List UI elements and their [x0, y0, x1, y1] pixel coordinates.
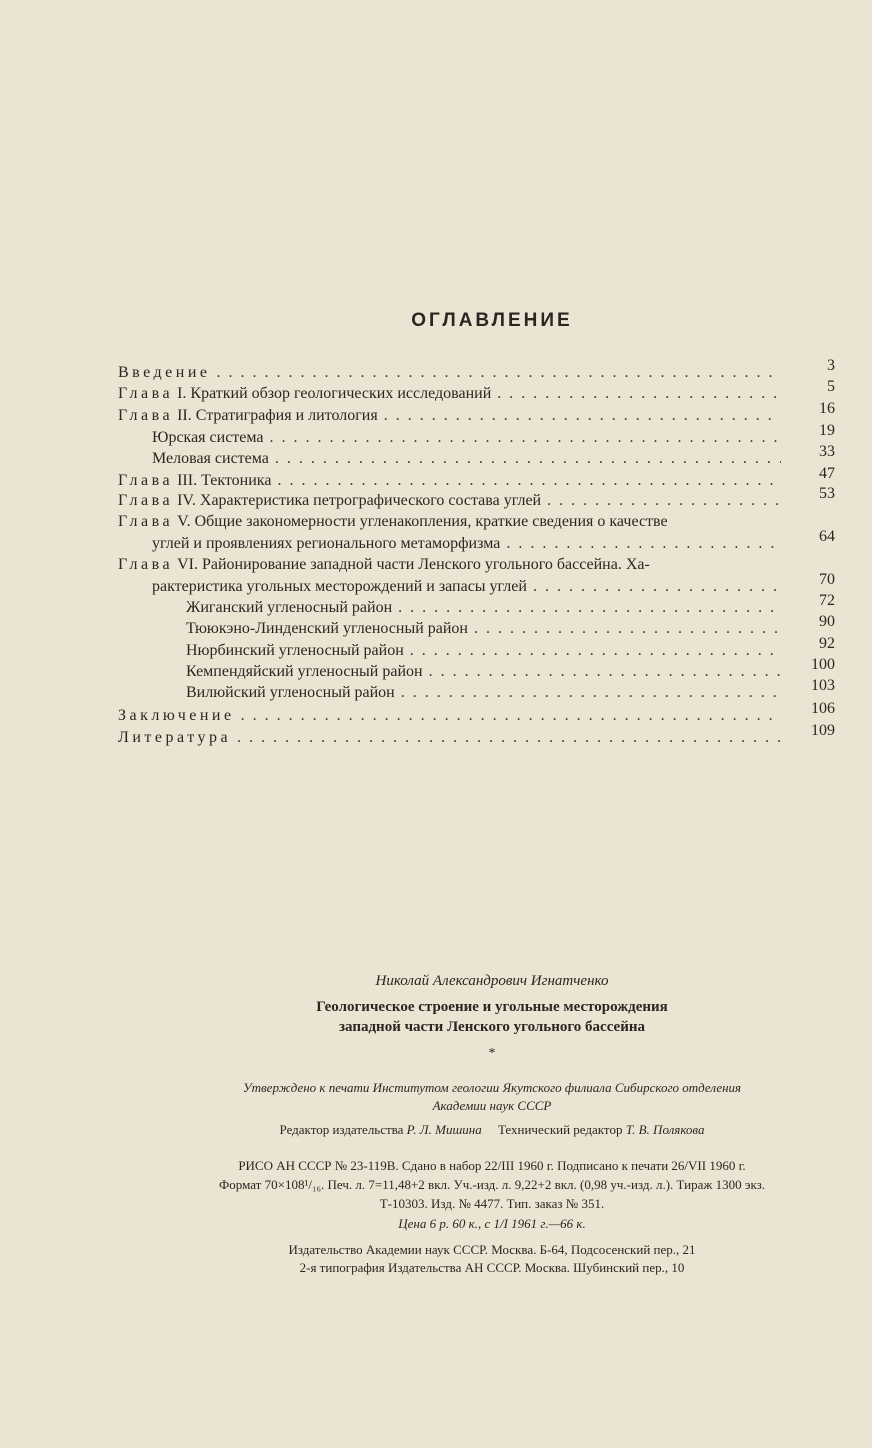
- toc-entry-prefix: Глава: [118, 492, 174, 509]
- toc-page-number: 33: [819, 443, 835, 460]
- toc-entry: [186, 656, 835, 683]
- toc-entry: [152, 422, 835, 449]
- toc-entry-text: рактеристика угольных месторождений и запасы углей: [152, 578, 527, 595]
- dot-leader: [237, 729, 781, 747]
- toc-page-number: 100: [811, 656, 835, 673]
- tech-editor-name: Т. В. Полякова: [625, 1122, 705, 1137]
- toc-entry-text: VI. Районирование западной части Ленского угольного бассейна. Ха-: [177, 556, 650, 573]
- dot-leader: [506, 535, 781, 553]
- editors-line: [100, 1122, 872, 1138]
- toc-entry-prefix: Заключение: [118, 707, 235, 724]
- toc-page-number: 16: [819, 400, 835, 417]
- toc-entry: [118, 485, 835, 512]
- toc-entry-label: [118, 556, 650, 574]
- toc-entry-label: [152, 535, 500, 553]
- printer-line: 2-я типография Издательства АН СССР. Москва. Шубинский пер., 10: [299, 1260, 685, 1275]
- dot-leader: [217, 364, 782, 382]
- toc-entry: [118, 556, 835, 576]
- toc-entry: [118, 378, 835, 405]
- toc-entry: [186, 592, 835, 619]
- toc-entry-prefix: Литература: [118, 729, 232, 746]
- toc-entry-label: [118, 707, 235, 725]
- toc-entry-label: [152, 450, 269, 468]
- dot-leader: [270, 429, 781, 447]
- author-name: Николай Александрович Игнатченко: [375, 973, 609, 989]
- toc-entry-text: Меловая система: [152, 450, 269, 467]
- toc-entry: [152, 528, 835, 555]
- toc-entry-text: I. Краткий обзор геологических исследований: [177, 385, 492, 402]
- toc-page-number: 47: [819, 465, 835, 482]
- approved-line2: Академии наук СССР: [432, 1098, 552, 1113]
- toc-entry-text: II. Стратиграфия и литология: [177, 407, 378, 424]
- toc-entry-label: [152, 429, 264, 447]
- toc-entry: [118, 357, 835, 384]
- toc-entry-label: [186, 684, 395, 702]
- toc-page-number: 72: [819, 592, 835, 609]
- toc-entry-label: [152, 578, 527, 596]
- toc-page-number: 19: [819, 422, 835, 439]
- toc-page-number: 106: [811, 700, 835, 717]
- toc-entry-label: [186, 620, 468, 638]
- toc-page-number: 70: [819, 571, 835, 588]
- toc-entry: [118, 700, 835, 727]
- dot-leader: [401, 684, 781, 702]
- toc-entry-text: Юрская система: [152, 429, 264, 446]
- toc-entry-label: [118, 407, 378, 425]
- dot-leader: [533, 578, 781, 596]
- toc-entry-prefix: Введение: [118, 364, 211, 381]
- toc-entry-label: [186, 663, 423, 681]
- toc-entry: [118, 400, 835, 427]
- toc-page-number: 64: [819, 528, 835, 545]
- page-title: ОГЛАВЛЕНИЕ: [411, 310, 573, 331]
- toc-entry: [152, 571, 835, 598]
- tech-editor-label: Технический редактор: [497, 1122, 623, 1137]
- toc-page-number: 3: [827, 357, 835, 374]
- toc-page-number: 5: [827, 378, 835, 395]
- toc-entry: [186, 635, 835, 662]
- toc-entry-label: [118, 729, 231, 747]
- toc-entry: [186, 677, 835, 704]
- dot-leader: [429, 663, 781, 681]
- editor-name: Р. Л. Мишина: [406, 1122, 482, 1137]
- toc-page-number: 103: [811, 677, 835, 694]
- toc-entry-text: Тююкэно-Линденский угленосный район: [186, 620, 468, 637]
- toc-entry-prefix: Глава: [118, 513, 174, 530]
- toc-entry-label: [118, 472, 271, 490]
- toc-entry: [152, 443, 835, 470]
- toc-entry: [118, 722, 835, 749]
- format-line: Формат 70×108¹/₁₆. Печ. л. 7=11,48+2 вкл. Уч.-изд. л. 9,22+2 вкл. (0,98 уч.-изд. л.). Тираж 1300 экз.: [219, 1177, 765, 1192]
- toc-page-number: 109: [811, 722, 835, 739]
- editor-label: Редактор издательства: [279, 1122, 404, 1137]
- book-title-line2: западной части Ленского угольного бассейна: [339, 1019, 645, 1035]
- toc-entry-label: [118, 513, 668, 531]
- toc-entry-text: Жиганский угленосный район: [186, 599, 393, 616]
- toc-entry-text: Кемпендяйский угленосный район: [186, 663, 423, 680]
- toc-entry-label: [186, 642, 404, 660]
- toc-page-number: 90: [819, 613, 835, 630]
- dot-leader: [275, 450, 781, 468]
- riso-line: РИСО АН СССР № 23-119В. Сдано в набор 22/III 1960 г. Подписано к печати 26/VII 1960 г.: [238, 1158, 746, 1173]
- toc-entry-text: IV. Характеристика петрографического состава углей: [177, 492, 542, 509]
- separator-star: *: [488, 1046, 496, 1061]
- dot-leader: [497, 385, 781, 403]
- toc-entry-text: углей и проявлениях регионального метаморфизма: [152, 535, 501, 552]
- toc-entry-text: Нюрбинский угленосный район: [186, 642, 404, 659]
- approved-line1: Утверждено к печати Институтом геологии Якутского филиала Сибирского отделения: [242, 1080, 742, 1095]
- toc-page-number: 92: [819, 635, 835, 652]
- toc-entry: [186, 613, 835, 640]
- order-line: Т-10303. Изд. № 4477. Тип. заказ № 351.: [379, 1196, 605, 1211]
- price-line: Цена 6 р. 60 к., с 1/I 1961 г.—66 к.: [398, 1216, 586, 1231]
- toc-entry-label: [118, 385, 491, 403]
- toc-entry-prefix: Глава: [118, 407, 174, 424]
- dot-leader: [474, 620, 781, 638]
- toc-entry-prefix: Глава: [118, 556, 174, 573]
- toc-entry-prefix: Глава: [118, 472, 174, 489]
- book-title-line1: Геологическое строение и угольные месторождения: [316, 999, 668, 1015]
- dot-leader: [384, 407, 781, 425]
- toc-entry-text: III. Тектоника: [177, 472, 272, 489]
- dot-leader: [277, 472, 781, 490]
- toc-entry-prefix: Глава: [118, 385, 174, 402]
- toc-entry: [118, 513, 835, 533]
- publisher-line: Издательство Академии наук СССР. Москва. Б-64, Подсосенский пер., 21: [288, 1242, 696, 1257]
- toc-entry-text: Вилюйский угленосный район: [186, 684, 395, 701]
- dot-leader: [547, 492, 781, 510]
- toc-page-number: 53: [819, 485, 835, 502]
- dot-leader: [410, 642, 781, 660]
- toc-entry-label: [186, 599, 392, 617]
- dot-leader: [398, 599, 781, 617]
- dot-leader: [241, 707, 781, 725]
- toc-entry-label: [118, 364, 211, 382]
- toc-entry: [118, 465, 835, 492]
- toc-entry-label: [118, 492, 541, 510]
- toc-entry-text: V. Общие закономерности угленакопления, краткие сведения о качестве: [177, 513, 668, 530]
